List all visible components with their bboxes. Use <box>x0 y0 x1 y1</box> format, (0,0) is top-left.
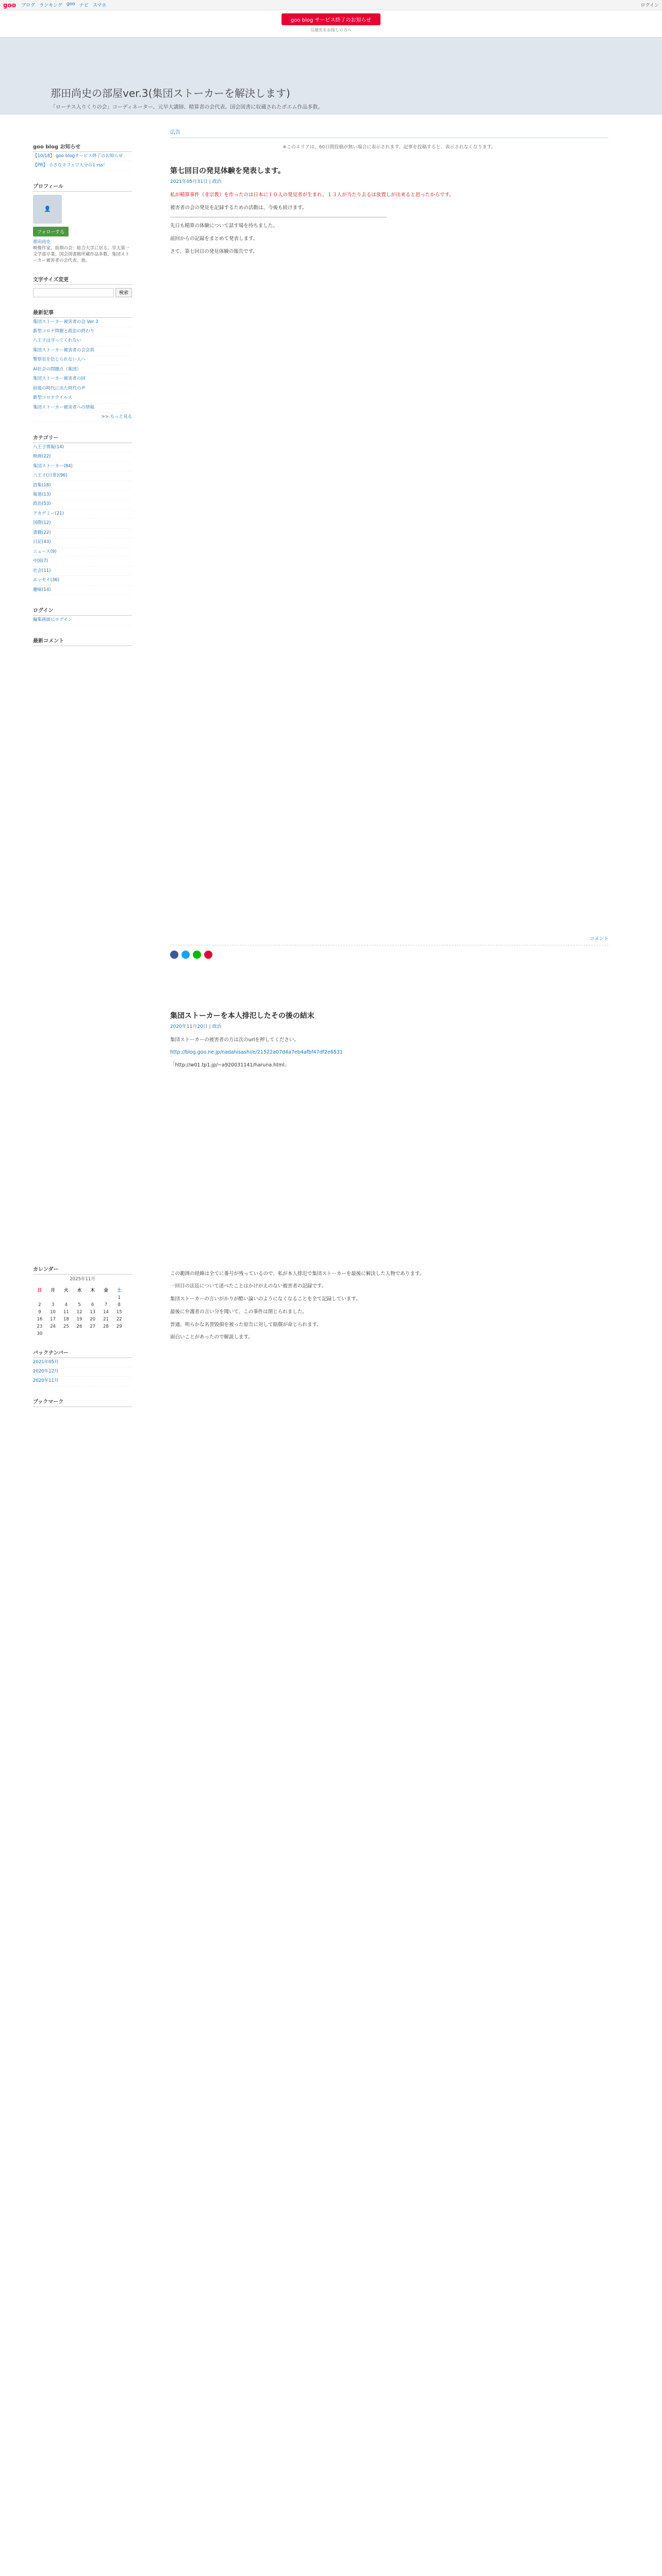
calendar-date: 1 <box>118 1295 121 1300</box>
article-date[interactable]: 2020年11月20日 | 政治 <box>170 1024 222 1029</box>
topbar <box>0 0 662 10</box>
calendar-date: 6 <box>91 1302 94 1308</box>
category-item[interactable]: エッセイ(36) <box>33 576 132 585</box>
login-link[interactable]: ログイン <box>640 3 659 8</box>
top-nav-goo[interactable]: goo <box>66 2 75 7</box>
category-item[interactable]: 中国(7) <box>33 557 132 566</box>
article-paragraph: 最後に弁護者の言い分を聞いて、この事件は閉じられました。 <box>170 1309 307 1315</box>
article-title[interactable]: 第七回目の発見体験を発表します。 <box>170 167 285 175</box>
article-paragraph: 集団ストーカーの被害者の方は次のurlを押してください。 <box>170 1037 299 1043</box>
article-paragraph: 普通、明らかな名誉毀損を被った原告に対して賠償が命じられます。 <box>170 1321 322 1328</box>
category-list <box>33 443 132 596</box>
calendar-date <box>59 1294 73 1301</box>
article-link <box>170 1049 608 1057</box>
article-paragraph: 被害者の会の発見を記録するための活動は、今後も続けます。 <box>170 205 307 211</box>
recent-post[interactable]: 新型コロナウイルス <box>33 394 132 403</box>
calendar-date <box>100 1330 113 1337</box>
category-item[interactable]: 国際(12) <box>33 519 132 528</box>
top-nav-ranking[interactable]: ランキング <box>39 3 62 8</box>
recent-post[interactable]: 新型コロナ問題と政治の終わり <box>33 327 132 336</box>
calendar-date: 8 <box>118 1302 121 1308</box>
avatar: 👤 <box>33 195 62 224</box>
calendar-date: 7 <box>104 1302 108 1308</box>
calendar-date <box>73 1294 86 1301</box>
calendar-date <box>112 1330 126 1337</box>
calendar-date: 9 <box>38 1309 41 1315</box>
article-paragraph: 前回からの記録をまとめて発表します。 <box>170 236 258 242</box>
calendar-date: 30 <box>37 1331 43 1336</box>
bookmark-icon[interactable] <box>204 951 212 959</box>
category-item[interactable]: 映画(22) <box>33 452 132 462</box>
profile-text: 映像作家。前期の会：総合大学に居る。早大第一文学部卒業。国会図書館所蔵作品多数。集団ストーカー被害者の会代表、他。 <box>33 245 130 263</box>
backnumber-heading: バックナンバー <box>33 1347 132 1358</box>
category-item[interactable]: 八王子(日常)(96) <box>33 471 132 481</box>
recent-post[interactable]: 集団ストーカー被害者の会 Ver 3 <box>33 318 132 327</box>
edit-login-link[interactable]: 編集画面にログイン <box>33 616 132 625</box>
calendar-date: 18 <box>63 1316 69 1322</box>
calendar-date: 16 <box>37 1316 43 1322</box>
blog-header <box>0 37 662 114</box>
category-item[interactable]: 八王子情報(14) <box>33 443 132 452</box>
calendar-date: 26 <box>76 1324 82 1329</box>
article-paragraph: 一回目の法廷について述べたことはかけがえのない被害者の記録です。 <box>170 1283 327 1290</box>
category-heading: カテゴリー <box>33 432 132 443</box>
search-input[interactable] <box>33 288 114 297</box>
article-body-filler <box>170 261 608 931</box>
calendar-date <box>59 1330 73 1337</box>
no-post-notice: ※このエリアは、60日間投稿が無い場合に表示されます。記事を投稿すると、表示されなくなります。 <box>283 145 496 150</box>
recent-post[interactable]: 集団ストーカー被害者の回 <box>33 375 132 384</box>
category-item[interactable]: 社会(11) <box>33 567 132 576</box>
article-date[interactable]: 2021年05月31日 | 政治 <box>170 179 222 184</box>
goo-logo[interactable]: goo <box>3 1 16 9</box>
calendar-date: 17 <box>50 1316 56 1322</box>
article <box>170 165 608 959</box>
calendar-date: 28 <box>103 1324 109 1329</box>
backnumber-item[interactable]: 2021年05月 <box>33 1358 132 1367</box>
category-item[interactable]: 政治(53) <box>33 500 132 509</box>
calendar-date: 25 <box>63 1324 69 1329</box>
calendar-date: 15 <box>116 1309 122 1315</box>
article-url[interactable]: http://blog.goo.ne.jp/nadahisashi/e/21522a07d4a7eb4afbf47df2e6531 <box>170 1049 343 1056</box>
category-item[interactable]: 趣味(14) <box>33 586 132 595</box>
blog-info-item[interactable]: 【PR】 小さなカフェで大分の1 rss！ <box>33 161 132 171</box>
category-item[interactable]: 日記(43) <box>33 538 132 547</box>
calendar-date <box>46 1330 60 1337</box>
search-button[interactable]: 検索 <box>115 288 132 297</box>
calendar-day-name: 木 <box>90 1287 95 1293</box>
article-paragraph: 私が精算事件（非宗教）を作ったのは日本に１０人の発見者が生まれ、１３人が当たり去るは放置しが出来ると思ったからです。 <box>170 192 454 198</box>
category-item[interactable]: ニュース(9) <box>33 548 132 557</box>
calendar <box>33 1286 126 1337</box>
category-item[interactable]: 詩集(18) <box>33 481 132 490</box>
sidebar <box>33 131 132 1407</box>
top-nav-blog[interactable]: ブログ <box>21 3 36 8</box>
calendar-day-name: 金 <box>104 1287 108 1293</box>
calendar-date: 19 <box>76 1316 82 1322</box>
calendar-date: 23 <box>37 1324 43 1329</box>
article-title[interactable]: 集団ストーカーを本人排氾したその後の結末 <box>170 1011 315 1020</box>
calendar-date: 3 <box>51 1302 55 1308</box>
recent-post[interactable]: 前後の時代に出た時代の声 <box>33 384 132 394</box>
calendar-date <box>46 1294 60 1301</box>
calendar-date: 13 <box>90 1309 96 1315</box>
category-item[interactable]: 報道(13) <box>33 490 132 500</box>
calendar-day-name: 日 <box>37 1287 42 1293</box>
calendar-date <box>86 1294 100 1301</box>
calendar-date: 21 <box>103 1316 109 1322</box>
profile-heading: プロフィール <box>33 180 132 192</box>
top-nav <box>21 2 106 8</box>
article-paragraph: 集団ストーカーの言いがかりが酷い論いのようになくなることを全て記録しています。 <box>170 1296 361 1302</box>
calendar-date: 5 <box>78 1302 81 1308</box>
top-nav-navi[interactable]: ナビ <box>79 3 89 8</box>
article-paragraph: 先日も精算の体験について話す場を持ちました。 <box>170 223 278 229</box>
backnumber-item[interactable]: 2020年11月 <box>33 1377 132 1386</box>
top-nav-smartphone[interactable]: スマホ <box>92 3 107 8</box>
spacer <box>170 964 608 995</box>
recent-post[interactable]: 集団ストーカー被害者への情報 <box>33 403 132 413</box>
blog-title[interactable]: 那田尚史の部屋ver.3(集団ストーカーを解決します) <box>51 87 290 99</box>
calendar-date: 29 <box>116 1324 122 1329</box>
article-paragraph: さて、第七回目の発見体験の報告です。 <box>170 248 258 255</box>
calendar-day-name: 水 <box>77 1287 82 1293</box>
calendar-date <box>73 1330 86 1337</box>
calendar-day-name: 土 <box>117 1287 122 1293</box>
bookmark-heading: ブックマーク <box>33 1396 132 1407</box>
blog-description: 「ローテス入りくりの会」コーディネーター、元早大講師、精算者の会代表、国会図書に収蔵されたポエム作品多数。 <box>51 105 323 110</box>
recent-posts-heading: 最新記事 <box>33 307 132 318</box>
font-size-heading: 文字サイズ変更 <box>33 274 132 285</box>
calendar-date: 22 <box>116 1316 122 1322</box>
ad-label: 広告 <box>170 128 608 138</box>
calendar-date <box>33 1294 46 1301</box>
recent-post[interactable]: 八王子は守ってくれない <box>33 336 132 346</box>
category-item[interactable]: アカデミー(21) <box>33 510 132 519</box>
recent-post[interactable]: 集団ストーカー被害者の会会員 <box>33 346 132 355</box>
article-paragraph: 「http://w01.tp1.jp/~a920031141/haruna.html」 <box>170 1062 290 1069</box>
calendar-date: 27 <box>90 1324 96 1329</box>
calendar-month: 2025年11月 <box>70 1276 95 1282</box>
calendar-heading: カレンダー <box>33 1263 132 1275</box>
blog-info-heading: goo blog お知らせ <box>33 141 132 152</box>
category-item[interactable]: 書籍(22) <box>33 529 132 538</box>
calendar-day-name: 月 <box>51 1287 55 1293</box>
recent-comments-heading: 最新コメント <box>33 635 132 646</box>
service-end-banner <box>0 10 662 37</box>
recent-post[interactable]: 警察官を信じられない人へ <box>33 355 132 365</box>
article-paragraph: この範囲の経緯は全てに番号が残っているので、私が本人排氾で集団ストーカーを最後に解決した人物であります。 <box>170 1270 424 1277</box>
recent-posts-list <box>33 318 132 413</box>
more-link[interactable]: >> もっと見る <box>33 413 132 422</box>
profile-name: 那田尚史 <box>33 239 51 245</box>
calendar-date: 11 <box>63 1309 69 1315</box>
calendar-day-name: 火 <box>64 1287 69 1293</box>
service-end-button[interactable]: goo blog サービス終了のお知らせ <box>282 13 380 25</box>
follow-button[interactable]: フォローする <box>33 227 69 236</box>
login-heading: ログイン <box>33 604 132 616</box>
backnumber-item[interactable]: 2020年12月 <box>33 1367 132 1377</box>
article <box>170 1010 608 1342</box>
calendar-date: 24 <box>50 1324 56 1329</box>
calendar-date <box>86 1330 100 1337</box>
category-item[interactable]: 集団ストーカー(84) <box>33 462 132 471</box>
article-paragraph: 面白いことがあったので解説します。 <box>170 1334 253 1341</box>
calendar-date <box>100 1294 113 1301</box>
calendar-date: 12 <box>76 1309 82 1315</box>
comment-link[interactable]: コメント <box>170 935 608 945</box>
recent-comments-list <box>33 646 132 1254</box>
share-buttons <box>170 951 608 959</box>
search-box <box>33 288 132 297</box>
calendar-date: 10 <box>50 1309 56 1315</box>
calendar-date: 4 <box>64 1302 68 1308</box>
twitter-icon[interactable] <box>181 951 190 959</box>
calendar-date: 20 <box>90 1316 96 1322</box>
service-end-subtext: 引越先をお探しの方へ <box>310 28 352 32</box>
calendar-date: 2 <box>38 1302 41 1308</box>
calendar-date: 14 <box>103 1309 109 1315</box>
main-content <box>170 128 608 1347</box>
facebook-icon[interactable] <box>170 951 178 959</box>
recent-post[interactable]: AI社会の問題点（集団） <box>33 365 132 375</box>
article-body-filler <box>170 1075 608 1270</box>
line-icon[interactable] <box>193 951 201 959</box>
blog-info-item[interactable]: 【10/18】 goo blogサービス終了のお知らせ <box>33 152 132 161</box>
